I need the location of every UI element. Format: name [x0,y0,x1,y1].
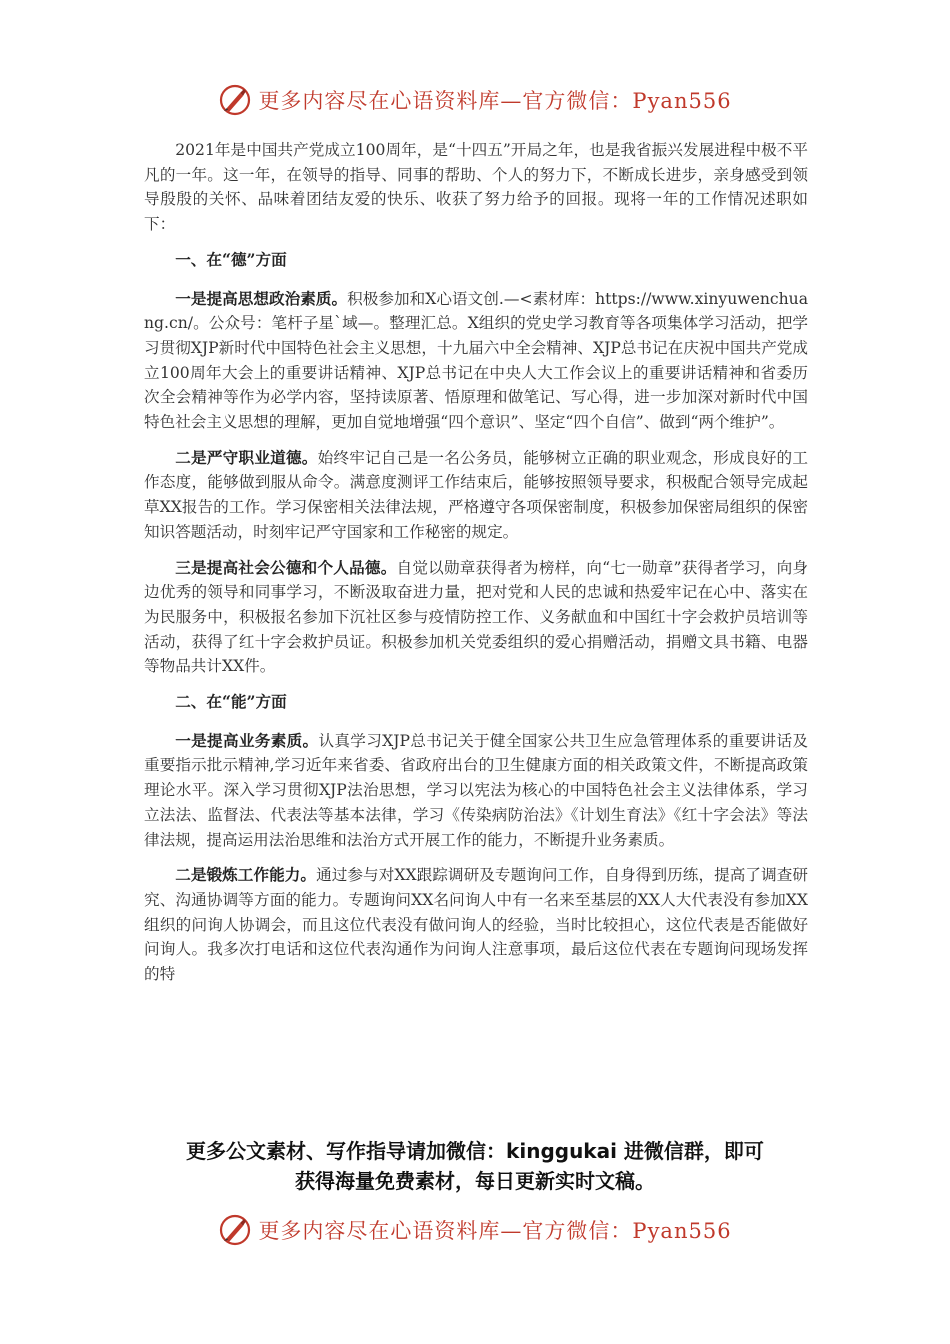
promo-line-1: 更多公文素材、写作指导请加微信：kinggukai 进微信群，即可 [186,1139,764,1163]
header-banner [0,80,950,120]
paragraph-text: 通过参与对XX跟踪调研及专题询问工作，自身得到历练，提高了调查研究、沟通协调等方面的能力。专题询问XX名问询人中有一名来至基层的XX人大代表没有参加XX组织的问询人协调会，而且这位代表没有做问询人的经验，当时比较担心，这位代表是否能做好问询人。我多次打电话和这位代表沟通作为问询人注意事项，最后这位代表在专题询问现场发挥的特 [144,866,808,984]
paragraph-text: 积极参加和X心语文创.—<素材库：https://www.xinyuwenchuang.cn/。公众号：笔杆子星`域—。整理汇总。X组织的党史学习教育等各项集体学习活动，把学习贯彻XJP新时代中国特色社会主义思想，十九届六中全会精神、XJP总书记在庆祝中国共产党成立100周年大会上的重要讲话精神、XJP总书记在中央人大工作会议上的重要讲话精神和省委历次全会精神等作为必学内容，坚持读原著、悟原理和做笔记、写心得，进一步加深对新时代中国特色社会主义思想的理解，更加自觉地增强“四个意识”、坚定“四个自信”、做到“两个维护”。 [144,289,808,432]
pen-logo-icon [218,83,252,117]
banner-text: 更多内容尽在心语资料库—官方微信：Pyan556 [258,1219,732,1243]
paragraph-professional-ethics [144,446,808,545]
paragraph-business-quality [144,729,808,853]
document-body [144,138,808,987]
section-heading-de: 一、在“德”方面 [175,249,287,269]
paragraph-text: 认真学习XJP总书记关于健全国家公共卫生应急管理体系的重要讲话及重要指示批示精神,学习近年来省委、省政府出台的卫生健康方面的相关政策文件，不断提高政策理论水平。深入学习贯彻XJP法治思想，学习以宪法为核心的中国特色社会主义法律体系，学习立法法、监督法、代表法等基本法律，学习《传染病防治法》《计划生育法》《红十字会法》等法律法规，提高运用法治思维和法治方式开展工作的能力，不断提升业务素质。 [144,731,808,849]
footer-banner [0,1210,950,1250]
paragraph-lead: 三是提高社会公德和个人品德。 [175,557,397,577]
paragraph-text: 自觉以勋章获得者为榜样，向“七一勋章”获得者学习，向身边优秀的领导和同事学习，不断汲取奋进力量，把对党和人民的忠诚和热爱牢记在心中、落实在为民服务中，积极报名参加下沉社区参与疫情防控工作、义务献血和中国红十字会救护员培训等活动，获得了红十字会救护员证。积极参加机关党委组织的爱心捐赠活动，捐赠文具书籍、电器等物品共计XX件。 [144,558,808,676]
paragraph-text: 始终牢记自己是一名公务员，能够树立正确的职业观念，形成良好的工作态度，能够做到服从命令。满意度测评工作结束后，能够按照领导要求，积极配合领导完成起草XX报告的工作。学习保密相关法律法规，严格遵守各项保密制度，积极参加保密局组织的保密知识答题活动，时刻牢记严守国家和工作秘密的规定。 [144,448,808,541]
pen-logo-icon [218,1213,252,1247]
paragraph-lead: 二是严守职业道德。 [175,447,318,467]
paragraph-social-morality [144,556,808,680]
intro-paragraph: 2021年是中国共产党成立100周年，是“十四五”开局之年，也是我省振兴发展进程中极不平凡的一年。这一年，在领导的指导、同事的帮助、个人的努力下，不断成长进步，亲身感受到领导殷殷的关怀、品味着团结友爱的快乐、收获了努力给予的回报。现将一年的工作情况述职如下： [144,141,808,234]
paragraph-political-quality [144,287,808,435]
banner-text: 更多内容尽在心语资料库—官方微信：Pyan556 [258,89,732,113]
paragraph-work-ability [144,863,808,987]
paragraph-lead: 一是提高业务素质。 [175,730,319,750]
paragraph-lead: 二是锻炼工作能力。 [175,865,317,885]
promo-line-2: 获得海量免费素材，每日更新实时文稿。 [295,1169,655,1193]
paragraph-lead: 一是提高思想政治素质。 [175,288,348,308]
promo-notice [100,1136,850,1196]
section-heading-neng: 二、在“能”方面 [175,692,287,712]
